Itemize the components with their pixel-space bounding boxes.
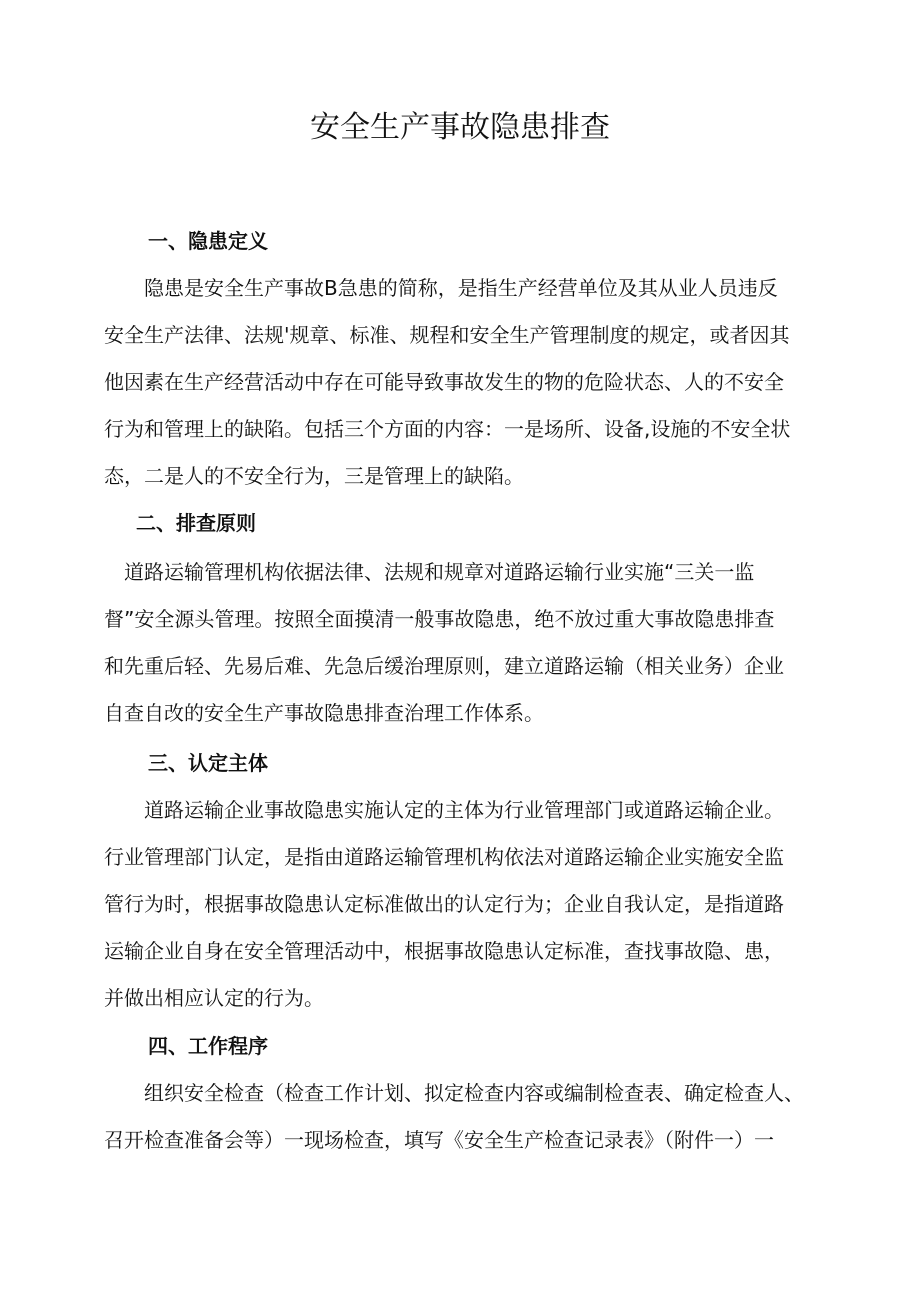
page-title: 安全生产事故隐患排查	[310, 110, 610, 145]
body-line: 并做出相应认定的行为。	[104, 986, 324, 1010]
body-line: 隐患是安全生产事故B急患的简称，是指生产经营单位及其从业人员违反	[104, 276, 778, 300]
section-heading-procedure: 四、工作程序	[148, 1034, 268, 1058]
section-body-procedure	[104, 1070, 846, 1164]
body-line: 自查自改的安全生产事故隐患排查治理工作体系。	[104, 701, 544, 725]
body-line: 运输企业自身在安全管理活动中，根据事故隐患认定标准，查找事故隐、患，	[104, 939, 784, 963]
section-heading-principles: 二、排查原则	[136, 511, 256, 535]
body-line: 他因素在生产经营活动中存在可能导致事故发生的物的危险状态、人的不安全	[104, 370, 784, 394]
section-heading-definition: 一、隐患定义	[148, 229, 268, 253]
section-body-subject	[104, 787, 846, 1022]
section-body-principles	[104, 549, 846, 737]
section-heading-subject: 三、认定主体	[148, 751, 268, 775]
body-line: 行为和管理上的缺陷。包括三个方面的内容：一是场所、设备,设施的不安全状	[104, 417, 791, 441]
body-line: 管行为时，根据事故隐患认定标准做出的认定行为；企业自我认定，是指道路	[104, 892, 784, 916]
body-line: 道路运输企业事故隐患实施认定的主体为行业管理部门或道路运输企业。	[104, 798, 784, 822]
body-line: 督”安全源头管理。按照全面摸清一般事故隐患，绝不放过重大事故隐患排查	[104, 607, 775, 631]
body-line: 召开检查准备会等）一现场检查，填写《安全生产检查记录表》（附件一）一	[104, 1128, 774, 1152]
body-line: 行业管理部门认定，是指由道路运输管理机构依法对道路运输企业实施安全监	[104, 845, 784, 869]
body-line: 和先重后轻、先易后难、先急后缓治理原则，建立道路运输（相关业务）企业	[104, 654, 784, 678]
body-line: 安全生产法律、法规'规章、标准、规程和安全生产管理制度的规定，或者因其	[104, 323, 790, 347]
body-line: 态，二是人的不安全行为，三是管理上的缺陷。	[104, 464, 524, 488]
body-line: 组织安全检查（检查工作计划、拟定检查内容或编制检查表、确定检查人、	[104, 1081, 804, 1105]
body-line: 道路运输管理机构依据法律、法规和规章对道路运输行业实施“三关一监	[104, 560, 755, 584]
section-body-definition	[104, 265, 846, 500]
